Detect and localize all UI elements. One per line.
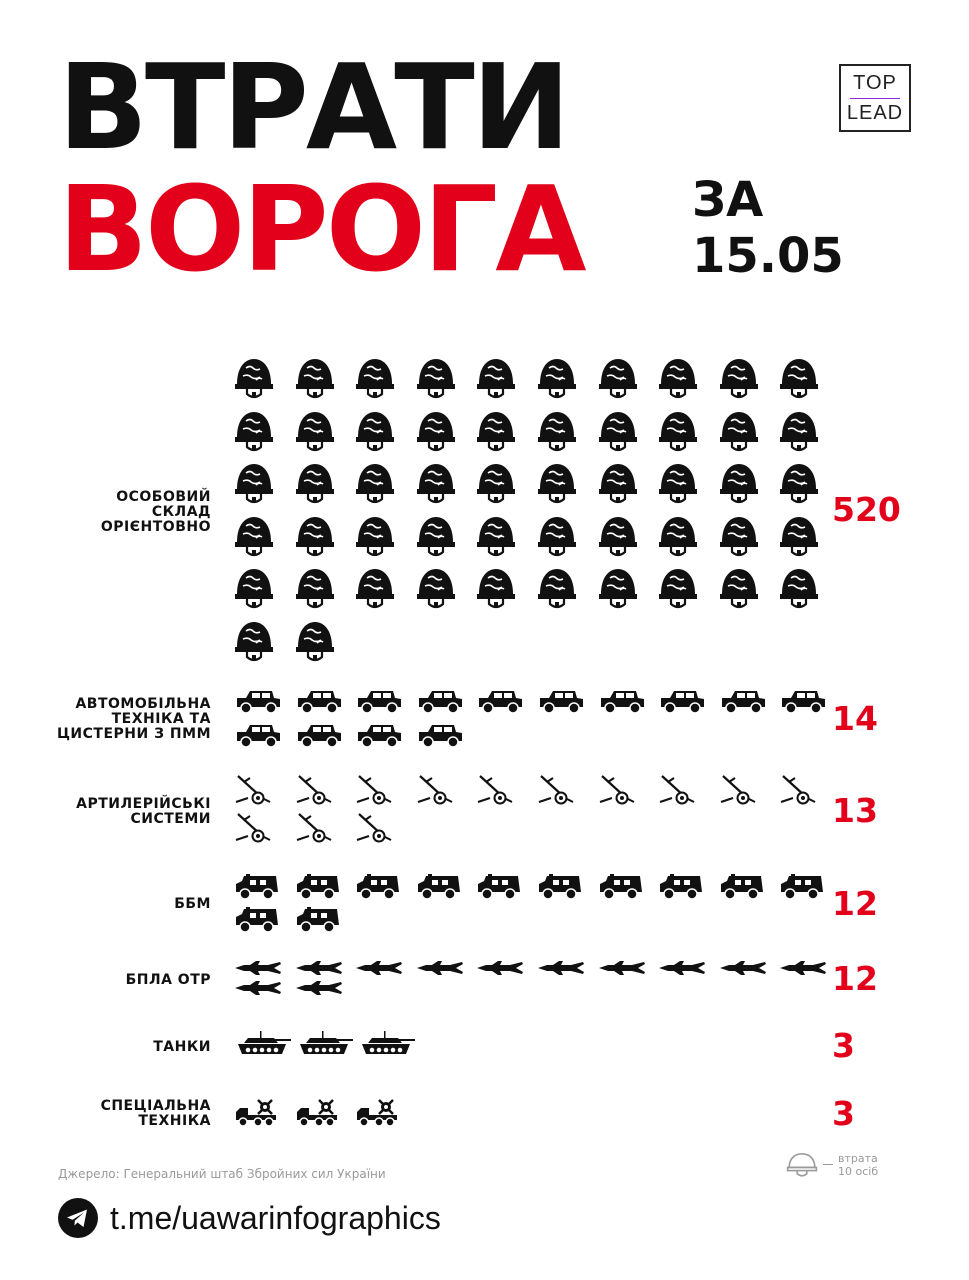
- helmet-icon: [598, 409, 638, 457]
- drone-icon: [719, 960, 767, 976]
- helmet-icon: [719, 461, 759, 509]
- drone-icon: [234, 960, 282, 976]
- radar-truck-icon: [295, 1098, 341, 1128]
- telegram-icon[interactable]: [58, 1198, 98, 1238]
- howitzer-icon: [658, 772, 698, 808]
- logo-top: TOP: [853, 71, 897, 94]
- title-line-2: ВОРОГА: [58, 160, 584, 298]
- helmet-icon: [355, 514, 395, 562]
- helmet-icon: [779, 461, 819, 509]
- radar-truck-icon: [355, 1098, 401, 1128]
- helmet-icon: [476, 514, 516, 562]
- legend-helmet-icon: [786, 1150, 818, 1180]
- howitzer-icon: [355, 810, 395, 846]
- helmet-icon: [779, 409, 819, 457]
- helmet-icon: [658, 356, 698, 404]
- drone-icon: [658, 960, 706, 976]
- jeep-icon: [598, 688, 646, 716]
- drone-icon: [355, 960, 403, 976]
- row-value-special: 3: [832, 1094, 855, 1133]
- armored-vehicle-icon: [234, 907, 280, 935]
- helmet-icon: [355, 461, 395, 509]
- logo-divider: [850, 98, 900, 99]
- helmet-icon: [295, 619, 335, 667]
- howitzer-icon: [476, 772, 516, 808]
- helmet-icon: [598, 566, 638, 614]
- row-label-special: СПЕЦІАЛЬНА ТЕХНІКА: [100, 1098, 211, 1129]
- helmet-icon: [779, 514, 819, 562]
- helmet-icon: [719, 514, 759, 562]
- jeep-icon: [719, 688, 767, 716]
- howitzer-icon: [355, 772, 395, 808]
- helmet-icon: [537, 566, 577, 614]
- jeep-icon: [476, 688, 524, 716]
- drone-icon: [416, 960, 464, 976]
- howitzer-icon: [719, 772, 759, 808]
- helmet-icon: [719, 356, 759, 404]
- row-label-personnel: ОСОБОВИЙ СКЛАД ОРІЄНТОВНО: [100, 489, 211, 535]
- row-value-uav: 12: [832, 959, 878, 998]
- drone-icon: [779, 960, 827, 976]
- helmet-icon: [234, 566, 274, 614]
- helmet-icon: [234, 514, 274, 562]
- helmet-icon: [416, 514, 456, 562]
- drone-icon: [234, 980, 282, 996]
- drone-icon: [295, 980, 343, 996]
- helmet-icon: [779, 566, 819, 614]
- helmet-icon: [537, 356, 577, 404]
- date-value: 15.05: [692, 228, 844, 284]
- drone-icon: [476, 960, 524, 976]
- row-value-vehicles: 14: [832, 699, 878, 738]
- howitzer-icon: [234, 772, 274, 808]
- legend-dash: [823, 1164, 833, 1165]
- title-line-1: ВТРАТИ: [58, 38, 568, 176]
- armored-vehicle-icon: [779, 874, 825, 902]
- armored-vehicle-icon: [598, 874, 644, 902]
- row-value-artillery: 13: [832, 791, 878, 830]
- helmet-icon: [537, 514, 577, 562]
- row-value-personnel: 520: [832, 490, 901, 529]
- armored-vehicle-icon: [719, 874, 765, 902]
- helmet-icon: [658, 409, 698, 457]
- helmet-icon: [658, 566, 698, 614]
- legend-text: втрата 10 осіб: [838, 1152, 879, 1178]
- helmet-icon: [598, 514, 638, 562]
- armored-vehicle-icon: [234, 874, 280, 902]
- helmet-icon: [598, 356, 638, 404]
- jeep-icon: [295, 722, 343, 750]
- helmet-icon: [234, 409, 274, 457]
- howitzer-icon: [416, 772, 456, 808]
- helmet-icon: [476, 356, 516, 404]
- jeep-icon: [234, 722, 282, 750]
- row-label-artillery: АРТИЛЕРІЙСЬКІ СИСТЕМИ: [76, 796, 211, 827]
- helmet-icon: [476, 409, 516, 457]
- helmet-icon: [537, 409, 577, 457]
- howitzer-icon: [234, 810, 274, 846]
- helmet-icon: [295, 409, 335, 457]
- jeep-icon: [537, 688, 585, 716]
- helmet-icon: [355, 409, 395, 457]
- row-value-apc: 12: [832, 884, 878, 923]
- helmet-icon: [416, 356, 456, 404]
- jeep-icon: [416, 722, 464, 750]
- source-note: Джерело: Генеральний штаб Збройних сил України: [58, 1167, 386, 1181]
- howitzer-icon: [779, 772, 819, 808]
- telegram-link[interactable]: t.me/uawarinfographics: [110, 1200, 441, 1236]
- drone-icon: [598, 960, 646, 976]
- helmet-icon: [416, 461, 456, 509]
- jeep-icon: [234, 688, 282, 716]
- helmet-icon: [234, 619, 274, 667]
- armored-vehicle-icon: [476, 874, 522, 902]
- helmet-icon: [355, 566, 395, 614]
- howitzer-icon: [295, 810, 335, 846]
- tank-icon: [358, 1028, 416, 1058]
- jeep-icon: [658, 688, 706, 716]
- row-label-tanks: ТАНКИ: [153, 1039, 211, 1055]
- tank-icon: [234, 1028, 292, 1058]
- row-label-apc: ББМ: [174, 896, 211, 912]
- howitzer-icon: [598, 772, 638, 808]
- howitzer-icon: [295, 772, 335, 808]
- drone-icon: [537, 960, 585, 976]
- row-label-vehicles: АВТОМОБІЛЬНА ТЕХНІКА ТА ЦИСТЕРНИ З ПММ: [56, 696, 211, 742]
- row-value-tanks: 3: [832, 1026, 855, 1065]
- helmet-icon: [295, 356, 335, 404]
- jeep-icon: [355, 722, 403, 750]
- armored-vehicle-icon: [355, 874, 401, 902]
- tank-icon: [296, 1028, 354, 1058]
- helmet-icon: [476, 566, 516, 614]
- toplead-logo: [839, 64, 911, 132]
- helmet-icon: [476, 461, 516, 509]
- radar-truck-icon: [234, 1098, 280, 1128]
- armored-vehicle-icon: [295, 874, 341, 902]
- jeep-icon: [779, 688, 827, 716]
- helmet-icon: [234, 461, 274, 509]
- helmet-icon: [537, 461, 577, 509]
- armored-vehicle-icon: [416, 874, 462, 902]
- helmet-icon: [598, 461, 638, 509]
- helmet-icon: [416, 409, 456, 457]
- jeep-icon: [416, 688, 464, 716]
- jeep-icon: [295, 688, 343, 716]
- helmet-icon: [719, 566, 759, 614]
- drone-icon: [295, 960, 343, 976]
- armored-vehicle-icon: [658, 874, 704, 902]
- logo-bottom: LEAD: [846, 101, 904, 124]
- armored-vehicle-icon: [295, 907, 341, 935]
- armored-vehicle-icon: [537, 874, 583, 902]
- helmet-icon: [416, 566, 456, 614]
- helmet-icon: [234, 356, 274, 404]
- row-label-uav: БПЛА ОТР: [125, 972, 211, 988]
- helmet-icon: [355, 356, 395, 404]
- date-prefix: ЗА: [692, 172, 764, 228]
- helmet-icon: [658, 514, 698, 562]
- helmet-icon: [295, 461, 335, 509]
- helmet-icon: [295, 566, 335, 614]
- howitzer-icon: [537, 772, 577, 808]
- helmet-icon: [779, 356, 819, 404]
- helmet-icon: [719, 409, 759, 457]
- helmet-icon: [295, 514, 335, 562]
- helmet-icon: [658, 461, 698, 509]
- jeep-icon: [355, 688, 403, 716]
